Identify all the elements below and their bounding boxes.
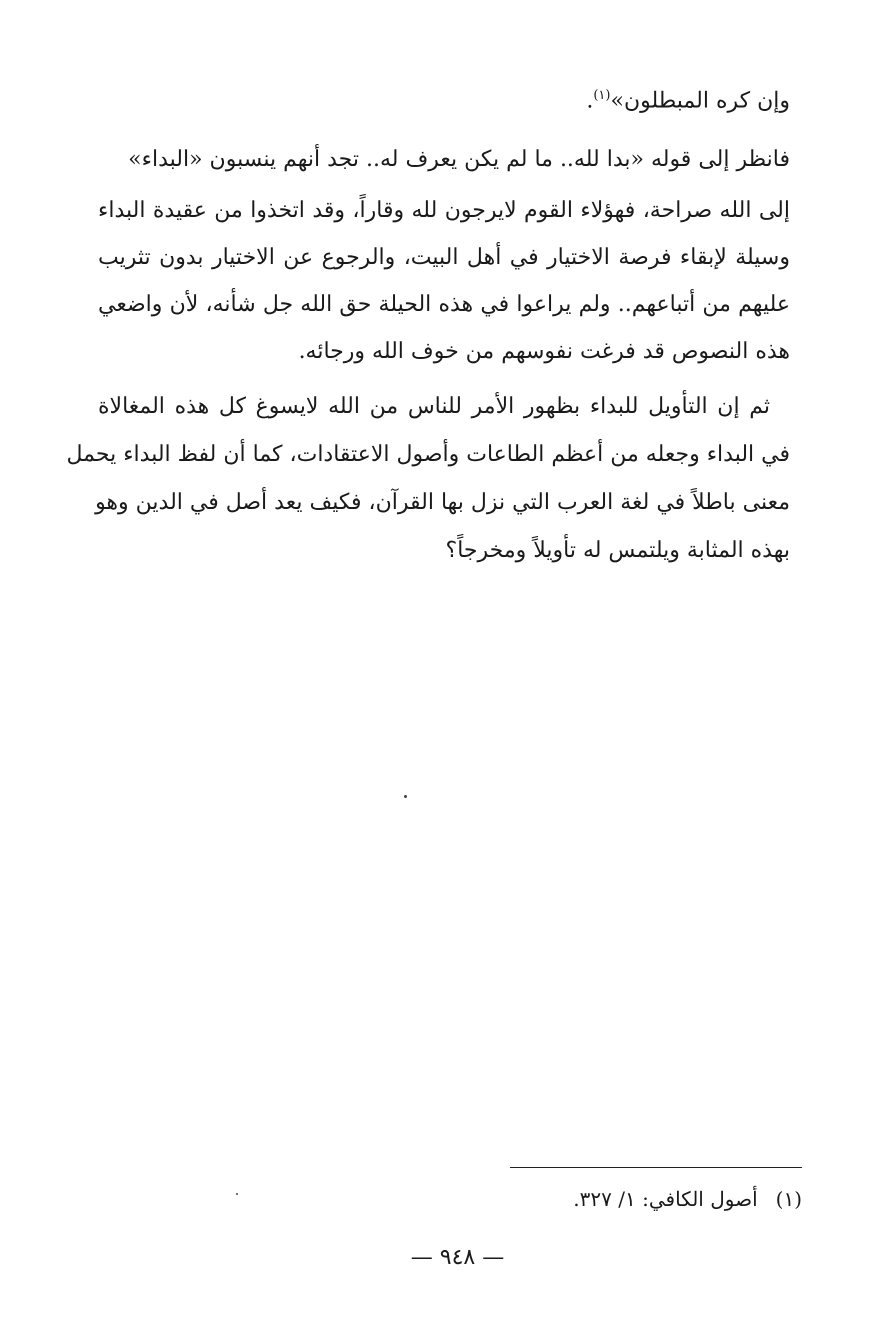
paragraph-1-line-1: فانظر إلى قوله «بدا لله.. ما لم يكن يعرف له.. تجد أنهم ينسبون «البداء» — [128, 147, 790, 172]
paragraph-2-line-4: بهذه المثابة ويلتمس له تأويلاً ومخرجاً؟ — [445, 538, 790, 563]
page-number: — ٩٤٨ — — [410, 1245, 505, 1270]
footnote-reference: (١) — [593, 88, 611, 103]
paragraph-2-line-3: معنى باطلاً في لغة العرب التي نزل بها القرآن، فكيف يعد أصل في الدين وهو — [95, 490, 790, 515]
paragraph-1-line-4: عليهم من أتباعهم.. ولم يراعوا في هذه الحيلة حق الله جل شأنه، لأن واضعي — [98, 292, 790, 317]
footnote-separator — [510, 1167, 802, 1168]
paragraph-2-line-2: في البداء وجعله من أعظم الطاعات وأصول الاعتقادات، كما أن لفظ البداء يحمل — [66, 442, 790, 467]
paragraph-1-line-3: وسيلة لإبقاء فرصة الاختيار في أهل البيت، والرجوع عن الاختيار بدون تثريب — [98, 245, 790, 270]
footnote-text: أصول الكافي: ١/ ٣٢٧. — [573, 1187, 758, 1211]
scan-speck — [404, 795, 407, 798]
footnote-number: (١) — [775, 1187, 802, 1211]
continued-quote-text: وإن كره المبطلون» — [610, 88, 790, 114]
continued-quote-end: . — [586, 88, 594, 114]
paragraph-1-line-5: هذه النصوص قد فرغت نفوسهم من خوف الله ورجائه. — [298, 339, 790, 364]
scan-speck — [236, 1193, 238, 1195]
continued-quote-line — [586, 81, 790, 116]
paragraph-2-line-1: ثم إن التأويل للبداء بظهور الأمر للناس من الله لايسوغ كل هذه المغالاة — [98, 394, 770, 419]
paragraph-1-line-2: إلى الله صراحة، فهؤلاء القوم لايرجون لله وقاراً، وقد اتخذوا من عقيدة البداء — [98, 198, 790, 223]
footnote — [573, 1186, 802, 1212]
